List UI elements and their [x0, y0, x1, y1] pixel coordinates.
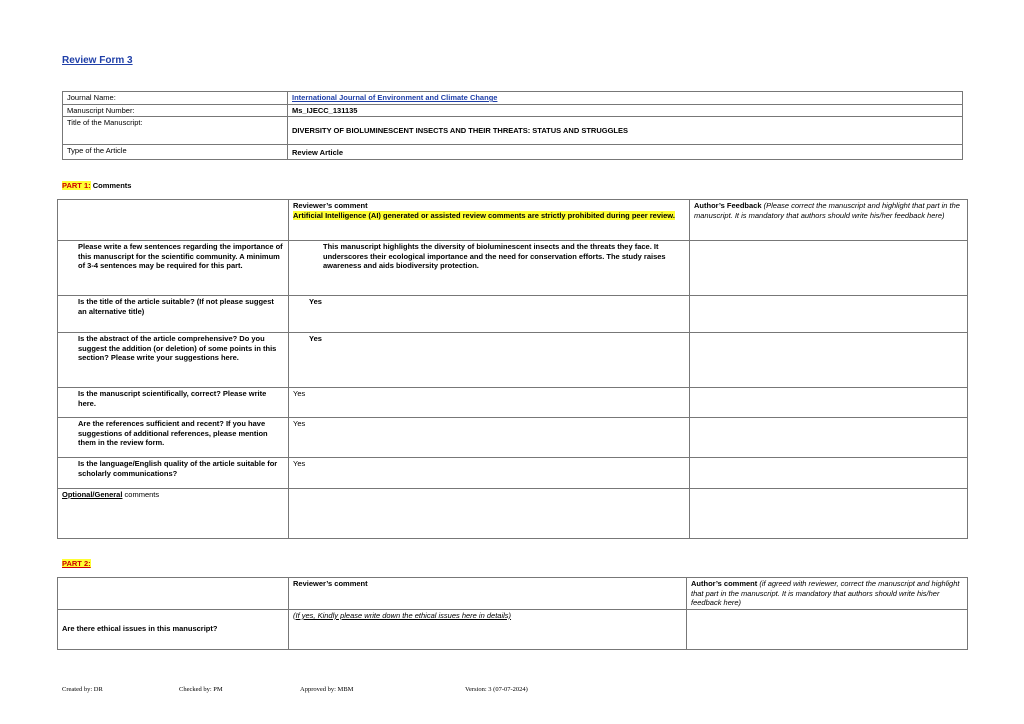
optional-comments-label [58, 489, 289, 539]
question-scientific: Is the manuscript scientifically, correct? Please write here. [58, 388, 289, 418]
table-row [58, 489, 968, 539]
part1-comments-table [57, 199, 968, 539]
table-row [58, 458, 968, 489]
author-feedback-cell[interactable] [690, 388, 968, 418]
author-feedback-cell[interactable] [690, 418, 968, 458]
blank-header-cell [58, 578, 289, 610]
part2-label: PART 2: [62, 559, 91, 568]
blank-header-cell [58, 200, 289, 241]
optional-comments-cell[interactable] [289, 489, 690, 539]
table-row [63, 92, 963, 105]
part2-ethics-table [57, 577, 968, 650]
table-row [58, 200, 968, 241]
part2-author-heading: Author’s comment [691, 579, 758, 588]
journal-label: Journal Name: [63, 92, 288, 105]
question-language: Is the language/English quality of the article suitable for scholarly communications? [58, 458, 289, 489]
table-row [58, 578, 968, 610]
manuscript-number-label: Manuscript Number: [63, 104, 288, 117]
author-feedback-cell[interactable] [690, 458, 968, 489]
ethics-question: Are there ethical issues in this manuscript? [58, 609, 289, 649]
question-references: Are the references sufficient and recent? If you have suggestions of additional references, please mention them in the review form. [58, 418, 289, 458]
answer-importance[interactable]: This manuscript highlights the diversity of bioluminescent insects and the threats they face. It underscores their ecological importance and the need for conservation efforts. The study raises awareness and aids biodiversity protection. [289, 241, 690, 296]
part2-reviewer-header: Reviewer’s comment [289, 578, 687, 610]
journal-name-link[interactable]: International Journal of Environment and Climate Change [288, 92, 963, 105]
table-row [58, 388, 968, 418]
optional-comments-suffix: comments [122, 490, 160, 499]
manuscript-info-table [62, 91, 963, 160]
form-title: Review Form 3 [62, 55, 133, 66]
table-row [58, 333, 968, 388]
ethics-author-cell[interactable] [687, 609, 968, 649]
manuscript-title-label: Title of the Manuscript: [63, 117, 288, 145]
article-type-value: Review Article [288, 145, 963, 160]
author-feedback-cell[interactable] [690, 241, 968, 296]
author-feedback-cell[interactable] [690, 489, 968, 539]
author-feedback-header [690, 200, 968, 241]
footer-approved-by: Approved by: MBM [300, 686, 354, 693]
part1-label: PART 1: [62, 181, 91, 190]
answer-abstract[interactable]: Yes [289, 333, 690, 388]
part2-author-note: (if agreed with reviewer, correct the manuscript and highlight that part in the manuscript. It is mandatory that authors should write his/her feedback here) [691, 579, 960, 608]
footer-created-by: Created by: DR [62, 686, 103, 693]
table-row [63, 117, 963, 145]
author-feedback-note: (Please correct the manuscript and highlight that part in the manuscript. It is mandatory that authors should write his/her feedback here) [694, 201, 960, 220]
reviewer-comment-heading: Reviewer’s comment [293, 201, 368, 210]
part1-heading [62, 181, 131, 190]
table-row [58, 609, 968, 649]
answer-scientific[interactable]: Yes [289, 388, 690, 418]
author-feedback-heading: Author’s Feedback [694, 201, 762, 210]
reviewer-comment-header [289, 200, 690, 241]
table-row [58, 241, 968, 296]
footer-version: Version: 3 (07-07-2024) [465, 686, 528, 693]
footer-checked-by: Checked by: PM [179, 686, 223, 693]
part2-author-header [687, 578, 968, 610]
article-type-label: Type of the Article [63, 145, 288, 160]
optional-general-label: Optional/General [62, 490, 123, 499]
table-row [63, 104, 963, 117]
part1-heading-text: Comments [92, 181, 132, 190]
manuscript-number-value: Ms_IJECC_131135 [288, 104, 963, 117]
author-feedback-cell[interactable] [690, 333, 968, 388]
manuscript-title-value: DIVERSITY OF BIOLUMINESCENT INSECTS AND THEIR THREATS: STATUS AND STRUGGLES [288, 117, 963, 145]
question-importance: Please write a few sentences regarding the importance of this manuscript for the scientific community. A minimum of 3-4 sentences may be required for this part. [58, 241, 289, 296]
table-row [58, 296, 968, 333]
question-title: Is the title of the article suitable? (If not please suggest an alternative title) [58, 296, 289, 333]
part2-heading [62, 559, 91, 568]
table-row [63, 145, 963, 160]
question-abstract: Is the abstract of the article comprehensive? Do you suggest the addition (or deletion) of some points in this section? Please write your suggestions here. [58, 333, 289, 388]
table-row [58, 418, 968, 458]
author-feedback-cell[interactable] [690, 296, 968, 333]
answer-title[interactable]: Yes [289, 296, 690, 333]
ethics-comment-cell[interactable]: (If yes, Kindly please write down the ethical issues here in details) [289, 609, 687, 649]
answer-references[interactable]: Yes [289, 418, 690, 458]
answer-language[interactable]: Yes [289, 458, 690, 489]
ai-prohibition-notice: Artificial Intelligence (AI) generated or assisted review comments are strictly prohibited during peer review. [293, 210, 675, 220]
